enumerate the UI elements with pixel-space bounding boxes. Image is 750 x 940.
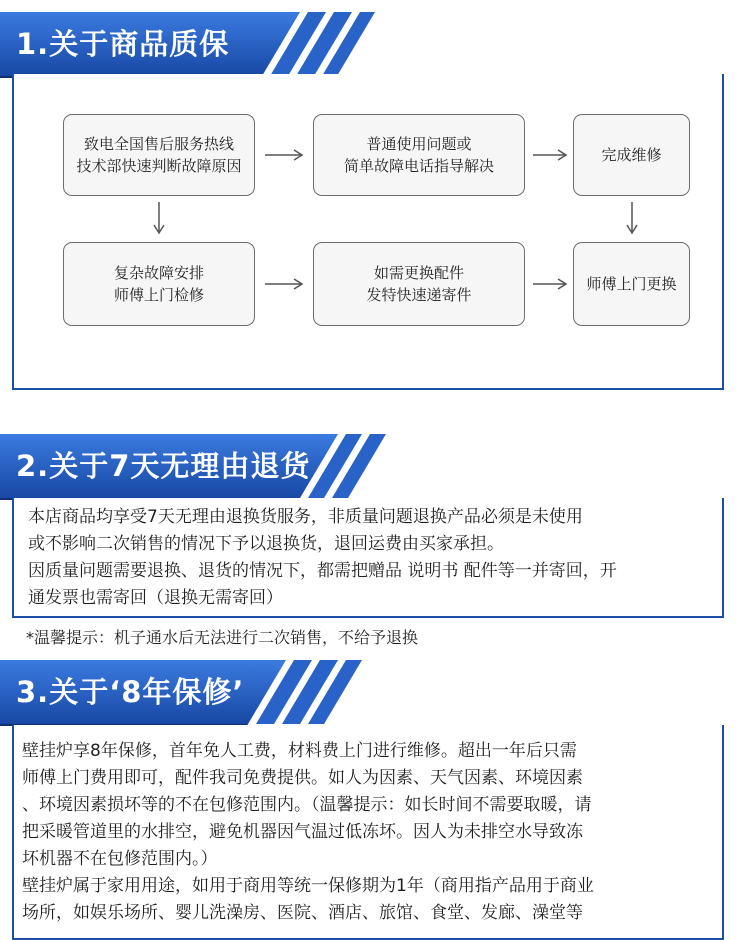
flow-box-text: 致电全国售后服务热线 (83, 135, 234, 153)
section2-line: 通发票也需寄回（退换无需寄回） (28, 588, 283, 608)
arrow-down-icon (625, 200, 639, 238)
flow-box-text: 如需更换配件 (373, 264, 464, 282)
section3-banner (0, 660, 390, 730)
flow-box-hotline (63, 114, 255, 196)
flow-box-repair-done (573, 114, 690, 196)
section3-line: 壁挂炉享8年保修，首年免人工费，材料费上门进行维修。超出一年后只需 (22, 741, 577, 761)
section3-line: 场所，如娱乐场所、婴儿洗澡房、医院、酒店、旅馆、食堂、发廊、澡堂等 (22, 903, 583, 923)
flow-box-onsite-check (63, 242, 255, 326)
flow-box-text: 完成维修 (601, 146, 662, 164)
section2-warm-tip: *温馨提示：机子通水后无法进行二次销售，不给予退换 (26, 628, 419, 647)
flow-box-text: 发特快速递寄件 (366, 286, 472, 304)
flow-box-text: 普通使用问题或 (366, 135, 472, 153)
section2-title: 2.关于7天无理由退货 (16, 449, 311, 483)
section3-line: 、环境因素损坏等的不在包修范围内。（温馨提示：如长时间不需要取暖，请 (22, 795, 592, 815)
flow-box-text: 复杂故障安排 (113, 264, 204, 282)
section3-line: 壁挂炉属于家用用途，如用于商用等统一保修期为1年（商用指产品用于商业 (22, 876, 594, 896)
flow-box-text: 技术部快速判断故障原因 (76, 157, 242, 175)
arrow-right-icon (531, 148, 571, 162)
flow-box-text: 师傅上门更换 (586, 275, 677, 293)
section2-banner (0, 434, 390, 504)
section3-line: 师傅上门费用即可，配件我司免费提供。如人为因素、天气因素、环境因素 (22, 768, 583, 788)
flow-box-text: 简单故障电话指导解决 (343, 157, 494, 175)
flow-box-text: 师傅上门检修 (113, 286, 204, 304)
section1-title: 1.关于商品质保 (16, 27, 230, 61)
flow-box-ship-parts (313, 242, 525, 326)
arrow-right-icon (263, 277, 307, 291)
arrow-down-icon (152, 200, 166, 238)
arrow-right-icon (263, 148, 307, 162)
section1-banner (0, 12, 390, 82)
section3-line: 坏机器不在包修范围内。） (22, 849, 218, 869)
section2-line: 因质量问题需要退换、退货的情况下，都需把赠品 说明书 配件等一并寄回，开 (28, 561, 617, 581)
flow-box-phone-guide (313, 114, 525, 196)
section3-title: 3.关于‘8年保修’ (16, 675, 245, 709)
flow-box-onsite-replace (573, 242, 690, 326)
arrow-right-icon (531, 277, 571, 291)
section2-line: 或不影响二次销售的情况下予以退换货，退回运费由买家承担。 (28, 534, 504, 554)
section2-line: 本店商品均享受7天无理由退换货服务，非质量问题退换产品必须是未使用 (28, 507, 583, 527)
section3-line: 把采暖管道里的水排空，避免机器因气温过低冻坏。因人为未排空水导致冻 (22, 822, 583, 842)
